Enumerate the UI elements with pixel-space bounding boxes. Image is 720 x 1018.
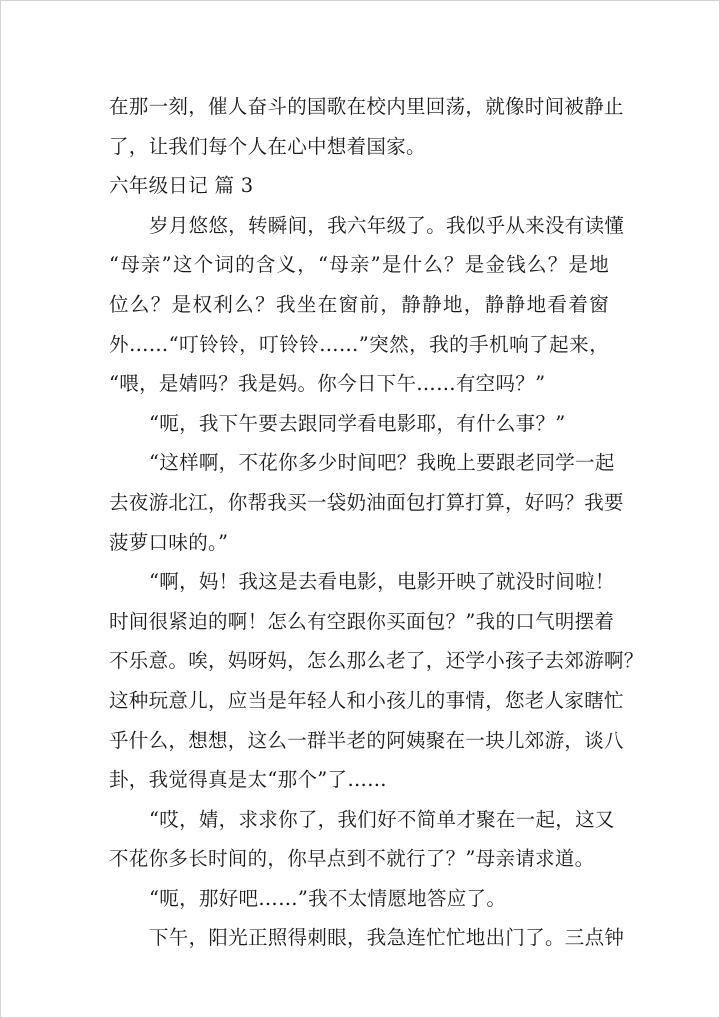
text-line: 了，让我们每个人在心中想着国家。 xyxy=(109,134,426,158)
text-line: 卦，我觉得真是太“那个”了…… xyxy=(109,768,387,792)
text-line: 乎什么，想想，这么一群半老的阿姨聚在一块儿郊游，谈八 xyxy=(109,728,624,752)
text-line: 去夜游北江，你帮我买一袋奶油面包打算打算，好吗？我要 xyxy=(109,490,624,514)
section-heading: 六年级日记 篇 3 xyxy=(109,174,254,198)
text-line: “喂，是婧吗？我是妈。你今日下午……有空吗？” xyxy=(109,372,546,396)
text-line: 不花你多长时间的，你早点到不就行了？”母亲请求道。 xyxy=(109,847,595,871)
text-line: “哎，婧，求求你了，我们好不简单才聚在一起，这又 xyxy=(149,807,615,831)
text-line: 岁月悠悠，转瞬间，我六年级了。我似乎从来没有读懂 xyxy=(149,213,625,237)
text-line: 在那一刻，催人奋斗的国歌在校内里回荡，就像时间被静止 xyxy=(109,95,624,118)
text-line: 这种玩意儿，应当是年轻人和小孩儿的事情，您老人家瞎忙 xyxy=(109,688,624,712)
text-line: 外……“叮铃铃，叮铃铃……”突然，我的手机响了起来， xyxy=(109,332,609,356)
text-line: “呃，我下午要去跟同学看电影耶，有什么事？” xyxy=(149,411,566,435)
document-body xyxy=(109,87,644,958)
text-line: “这样啊，不花你多少时间吧？我晚上要跟老同学一起 xyxy=(149,451,615,475)
text-line: 不乐意。唉，妈呀妈，怎么那么老了，还学小孩子去郊游啊？ xyxy=(109,649,644,673)
text-line: 位么？是权利么？我坐在窗前，静静地，静静地看着窗 xyxy=(109,292,609,316)
text-line: 时间很紧迫的啊！怎么有空跟你买面包？”我的口气明摆着 xyxy=(109,609,615,633)
text-line: “啊，妈！我这是去看电影，电影开映了就没时间啦！ xyxy=(149,570,615,594)
text-line: “呃，那好吧……”我不太情愿地答应了。 xyxy=(149,886,507,910)
text-line: 菠萝口味的。” xyxy=(109,530,229,554)
text-line: 下午，阳光正照得刺眼，我急连忙忙地出门了。三点钟 xyxy=(149,926,625,950)
text-line: “母亲”这个词的含义，“母亲”是什么？是金钱么？是地 xyxy=(109,253,609,277)
